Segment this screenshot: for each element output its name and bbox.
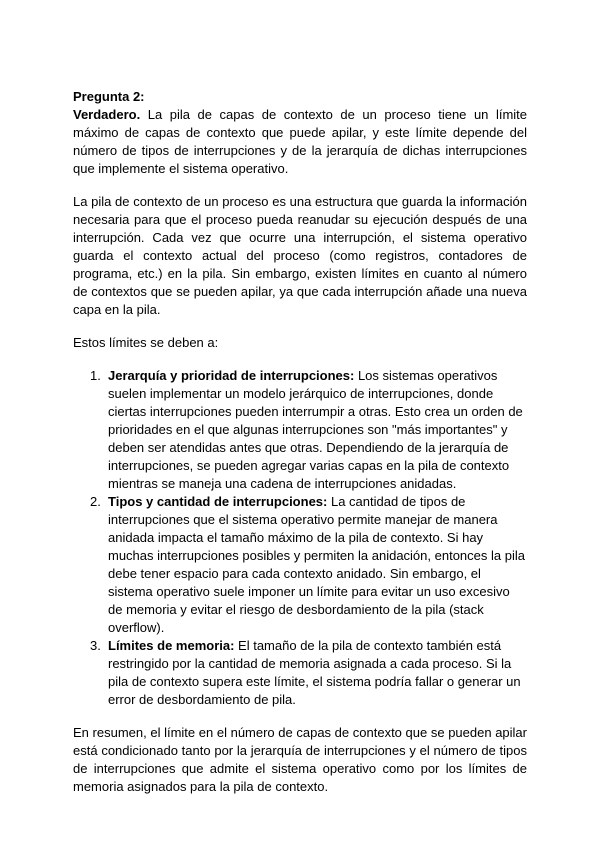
list-item-title: Jerarquía y prioridad de interrupciones: — [108, 368, 355, 383]
list-item-text: El tamaño de la pila de contexto también está restringido por la cantidad de memoria asignada a cada proceso. Si la pila de contexto supera este límite, el sistema podría fallar o generar un error de desbordamiento de pila. — [108, 638, 521, 707]
limits-list — [73, 367, 527, 709]
list-item-text: La cantidad de tipos de interrupciones que el sistema operativo permite manejar de manera anidada impacta el tamaño máximo de la pila de contexto. Si hay muchas interrupciones posibles y permiten la anidación, entonces la pila debe tener espacio para cada contexto anidado. Sin embargo, el sistema operativo suele imponer un límite para evitar un uso excesivo de memoria y evitar el riesgo de desbordamiento de la pila (stack overflow). — [108, 494, 525, 635]
list-item — [73, 493, 527, 637]
intro-paragraph — [73, 106, 527, 178]
list-item — [73, 367, 527, 493]
question-title: Pregunta 2: — [73, 89, 145, 104]
conclusion-paragraph: En resumen, el límite en el número de capas de contexto que se pueden apilar está condicionado tanto por la jerarquía de interrupciones y el número de tipos de interrupciones que admite el sistema operativo como por los límites de memoria asignados para la pila de contexto. — [73, 725, 527, 794]
list-item — [73, 637, 527, 709]
document-page — [73, 88, 527, 796]
intro-verdict: Verdadero. — [73, 107, 141, 122]
list-item-number: 1. — [90, 368, 101, 383]
intro-text: La pila de capas de contexto de un proceso tiene un límite máximo de capas de contexto que puede apilar, y este límite depende del número de tipos de interrupciones y de la jerarquía de dichas interrupciones que implemente el sistema operativo. — [73, 107, 527, 176]
list-item-title: Límites de memoria: — [108, 638, 235, 653]
limits-intro: Estos límites se deben a: — [73, 335, 219, 350]
list-item-number: 2. — [90, 494, 101, 509]
list-item-text: Los sistemas operativos suelen implementar un modelo jerárquico de interrupciones, donde ciertas interrupciones pueden interrumpir a otras. Esto crea un orden de prioridades en el que algunas interrupciones son "más importantes" y deben ser atendidas antes que otras. Dependiendo de la jerarquía de interrupciones, se pueden agregar varias capas en la pila de contexto mientras se maneja una cadena de interrupciones anidadas. — [108, 368, 523, 491]
list-item-title: Tipos y cantidad de interrupciones: — [108, 494, 328, 509]
context-stack-paragraph: La pila de contexto de un proceso es una estructura que guarda la información necesaria para que el proceso pueda reanudar su ejecución después de una interrupción. Cada vez que ocurre una interrupción, el sistema operativo guarda el contexto actual del proceso (como registros, contadores de programa, etc.) en la pila. Sin embargo, existen límites en cuanto al número de contextos que se pueden apilar, ya que cada interrupción añade una nueva capa en la pila. — [73, 194, 527, 317]
list-item-number: 3. — [90, 638, 101, 653]
